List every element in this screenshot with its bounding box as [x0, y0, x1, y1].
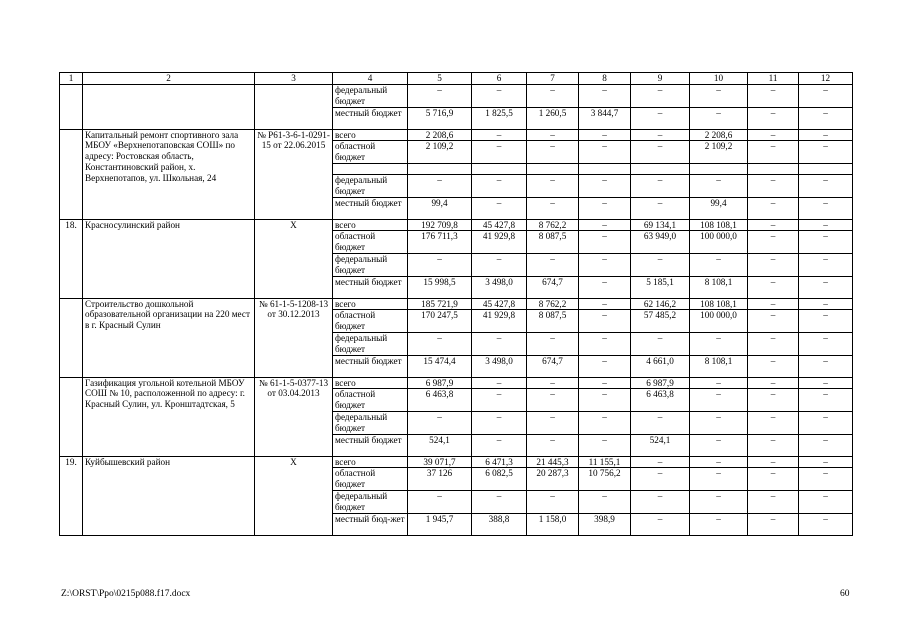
row-number-cell [60, 377, 83, 456]
amount-cell [472, 163, 527, 174]
amount-cell: – [579, 298, 631, 310]
amount-cell: – [408, 411, 472, 434]
amount-cell: – [527, 434, 579, 456]
amount-cell: – [799, 107, 853, 129]
document-number-cell: Х [255, 456, 333, 535]
amount-cell: – [690, 389, 748, 412]
column-header-cell: 8 [579, 73, 631, 85]
amount-cell: – [799, 197, 853, 219]
amount-cell: – [748, 107, 799, 129]
amount-cell [631, 163, 690, 174]
amount-cell: 2 109,2 [690, 141, 748, 164]
funding-source-cell: местный бюджет [333, 197, 408, 219]
amount-cell: – [579, 231, 631, 254]
amount-cell: – [579, 219, 631, 231]
amount-cell [408, 163, 472, 174]
amount-cell: – [631, 253, 690, 276]
amount-cell: – [527, 490, 579, 513]
amount-cell: 1 825,5 [472, 107, 527, 129]
amount-cell: – [748, 490, 799, 513]
amount-cell: – [472, 197, 527, 219]
amount-cell: – [472, 411, 527, 434]
amount-cell: 524,1 [631, 434, 690, 456]
amount-cell: – [799, 355, 853, 377]
amount-cell: – [527, 197, 579, 219]
amount-cell: – [472, 141, 527, 164]
amount-cell: – [579, 411, 631, 434]
amount-cell: 398,9 [579, 513, 631, 535]
object-name-cell: Красносулинский район [83, 219, 255, 298]
amount-cell: – [579, 332, 631, 355]
amount-cell: – [579, 129, 631, 141]
amount-cell: – [690, 332, 748, 355]
amount-cell: – [579, 141, 631, 164]
column-header-cell: 2 [83, 73, 255, 85]
amount-cell: – [579, 197, 631, 219]
amount-cell: – [799, 389, 853, 412]
amount-cell: – [631, 141, 690, 164]
document-number-cell: Х [255, 219, 333, 298]
amount-cell: – [472, 129, 527, 141]
amount-cell: – [631, 85, 690, 108]
amount-cell: – [472, 174, 527, 197]
amount-cell: – [579, 355, 631, 377]
amount-cell: 41 929,8 [472, 310, 527, 333]
amount-cell: – [748, 197, 799, 219]
amount-cell: 15 998,5 [408, 276, 472, 298]
amount-cell: 2 208,6 [690, 129, 748, 141]
row-number-cell [60, 129, 83, 219]
amount-cell: 8 087,5 [527, 231, 579, 254]
amount-cell: – [472, 332, 527, 355]
amount-cell: – [690, 107, 748, 129]
amount-cell: – [799, 411, 853, 434]
amount-cell: – [748, 377, 799, 389]
funding-source-cell: федеральный бюджет [333, 490, 408, 513]
amount-cell: 2 109,2 [408, 141, 472, 164]
funding-source-cell: всего [333, 377, 408, 389]
table-row [60, 219, 853, 231]
amount-cell: 20 287,3 [527, 468, 579, 491]
amount-cell: – [527, 377, 579, 389]
amount-cell: – [748, 129, 799, 141]
amount-cell: – [690, 85, 748, 108]
amount-cell [748, 163, 799, 174]
column-header-cell: 1 [60, 73, 83, 85]
amount-cell: – [690, 468, 748, 491]
column-header-cell: 3 [255, 73, 333, 85]
amount-cell: 185 721,9 [408, 298, 472, 310]
amount-cell: 21 445,3 [527, 456, 579, 468]
amount-cell: 3 844,7 [579, 107, 631, 129]
amount-cell: 5 185,1 [631, 276, 690, 298]
funding-source-cell: федеральный бюджет [333, 85, 408, 108]
table-row [60, 298, 853, 310]
amount-cell: 6 463,8 [408, 389, 472, 412]
object-name-cell [83, 85, 255, 130]
amount-cell: – [631, 107, 690, 129]
amount-cell: – [690, 513, 748, 535]
amount-cell: – [472, 377, 527, 389]
amount-cell: – [579, 389, 631, 412]
amount-cell: – [748, 253, 799, 276]
amount-cell: – [579, 490, 631, 513]
amount-cell: 5 716,9 [408, 107, 472, 129]
object-name-cell: Капитальный ремонт спортивного зала МБОУ «Верхнепотаповская СОШ» по адресу: Ростовская область, Константиновский район, х. Верхнепотапов, ул. Школьная, 24 [83, 129, 255, 219]
amount-cell: – [579, 253, 631, 276]
amount-cell: 8 108,1 [690, 276, 748, 298]
amount-cell: – [472, 85, 527, 108]
table-row [60, 377, 853, 389]
amount-cell: – [631, 468, 690, 491]
amount-cell [690, 163, 748, 174]
funding-source-cell: областной бюджет [333, 231, 408, 254]
amount-cell: – [690, 377, 748, 389]
table-row [60, 456, 853, 468]
amount-cell: – [799, 174, 853, 197]
amount-cell: – [748, 231, 799, 254]
amount-cell: – [527, 174, 579, 197]
amount-cell: 108 108,1 [690, 219, 748, 231]
table-header-row [60, 73, 853, 85]
funding-source-cell: местный бюджет [333, 434, 408, 456]
amount-cell: 8 762,2 [527, 219, 579, 231]
amount-cell: – [799, 456, 853, 468]
amount-cell: – [748, 298, 799, 310]
budget-table [59, 72, 853, 536]
funding-source-cell [333, 163, 408, 174]
object-name-cell: Газификация угольной котельной МБОУ СОШ № 10, расположенной по адресу: г. Красный Сулин, ул. Кронштадтская, 5 [83, 377, 255, 456]
row-number-cell [60, 298, 83, 377]
table-row [60, 85, 853, 108]
amount-cell: 57 485,2 [631, 310, 690, 333]
amount-cell: 6 987,9 [408, 377, 472, 389]
amount-cell: – [631, 174, 690, 197]
amount-cell: 45 427,8 [472, 298, 527, 310]
amount-cell: – [579, 377, 631, 389]
amount-cell: – [799, 377, 853, 389]
amount-cell: 62 146,2 [631, 298, 690, 310]
amount-cell: – [748, 456, 799, 468]
amount-cell: 3 498,0 [472, 355, 527, 377]
funding-source-cell: областной бюджет [333, 389, 408, 412]
amount-cell: – [631, 332, 690, 355]
amount-cell: – [579, 174, 631, 197]
amount-cell: – [527, 253, 579, 276]
object-name-cell: Строительство дошкольной образовательной организации на 220 мест в г. Красный Сулин [83, 298, 255, 377]
funding-source-cell: областной бюджет [333, 310, 408, 333]
column-header-cell: 6 [472, 73, 527, 85]
amount-cell: – [690, 411, 748, 434]
footer-page-number: 60 [840, 589, 850, 599]
column-header-cell: 7 [527, 73, 579, 85]
amount-cell: 63 949,0 [631, 231, 690, 254]
column-header-cell: 4 [333, 73, 408, 85]
amount-cell: – [408, 253, 472, 276]
amount-cell: 10 756,2 [579, 468, 631, 491]
amount-cell: 100 000,0 [690, 231, 748, 254]
amount-cell: 8 762,2 [527, 298, 579, 310]
amount-cell [527, 163, 579, 174]
funding-source-cell: местный бюджет [333, 355, 408, 377]
document-number-cell: № 61-1-5-0377-13 от 03.04.2013 [255, 377, 333, 456]
amount-cell: 108 108,1 [690, 298, 748, 310]
amount-cell: – [799, 490, 853, 513]
amount-cell: 1 260,5 [527, 107, 579, 129]
amount-cell: 99,4 [690, 197, 748, 219]
amount-cell: 41 929,8 [472, 231, 527, 254]
amount-cell: 4 661,0 [631, 355, 690, 377]
amount-cell: 2 208,6 [408, 129, 472, 141]
document-number-cell: № Р61-3-6-1-0291-15 от 22.06.2015 [255, 129, 333, 219]
amount-cell: – [748, 85, 799, 108]
amount-cell: – [631, 411, 690, 434]
amount-cell: – [472, 389, 527, 412]
amount-cell: 69 134,1 [631, 219, 690, 231]
amount-cell: – [799, 468, 853, 491]
amount-cell: – [579, 434, 631, 456]
amount-cell: – [799, 434, 853, 456]
amount-cell: – [799, 219, 853, 231]
funding-source-cell: местный бюд-жет [333, 513, 408, 535]
funding-source-cell: федеральный бюджет [333, 174, 408, 197]
amount-cell: – [799, 141, 853, 164]
amount-cell: 674,7 [527, 276, 579, 298]
amount-cell: – [799, 513, 853, 535]
amount-cell: – [408, 174, 472, 197]
object-name-cell: Куйбышевский район [83, 456, 255, 535]
amount-cell: – [690, 253, 748, 276]
amount-cell: 176 711,3 [408, 231, 472, 254]
amount-cell: – [472, 434, 527, 456]
amount-cell: – [799, 85, 853, 108]
amount-cell: – [799, 129, 853, 141]
amount-cell: 1 158,0 [527, 513, 579, 535]
funding-source-cell: федеральный бюджет [333, 332, 408, 355]
amount-cell: – [748, 332, 799, 355]
amount-cell: – [631, 129, 690, 141]
amount-cell: – [690, 490, 748, 513]
amount-cell: – [748, 174, 799, 197]
funding-source-cell: всего [333, 219, 408, 231]
amount-cell: 388,8 [472, 513, 527, 535]
amount-cell: 1 945,7 [408, 513, 472, 535]
column-header-cell: 10 [690, 73, 748, 85]
amount-cell: – [748, 468, 799, 491]
amount-cell: 674,7 [527, 355, 579, 377]
amount-cell: – [748, 141, 799, 164]
amount-cell: – [527, 332, 579, 355]
amount-cell: – [527, 389, 579, 412]
amount-cell: – [408, 490, 472, 513]
amount-cell: 100 000,0 [690, 310, 748, 333]
amount-cell: – [527, 85, 579, 108]
amount-cell: 524,1 [408, 434, 472, 456]
funding-source-cell: федеральный бюджет [333, 253, 408, 276]
amount-cell: 6 082,5 [472, 468, 527, 491]
amount-cell: 37 126 [408, 468, 472, 491]
amount-cell: 39 071,7 [408, 456, 472, 468]
amount-cell: – [799, 253, 853, 276]
amount-cell: 6 471,3 [472, 456, 527, 468]
amount-cell: – [748, 219, 799, 231]
amount-cell: – [690, 174, 748, 197]
table-row [60, 129, 853, 141]
amount-cell: – [799, 276, 853, 298]
amount-cell: – [748, 389, 799, 412]
row-number-cell [60, 85, 83, 130]
amount-cell: 6 463,8 [631, 389, 690, 412]
amount-cell: – [631, 456, 690, 468]
amount-cell: – [527, 411, 579, 434]
funding-source-cell: местный бюджет [333, 276, 408, 298]
amount-cell: – [690, 456, 748, 468]
amount-cell: – [631, 513, 690, 535]
amount-cell: – [748, 355, 799, 377]
funding-source-cell: областной бюджет [333, 468, 408, 491]
amount-cell: 192 709,8 [408, 219, 472, 231]
funding-source-cell: всего [333, 129, 408, 141]
funding-source-cell: областной бюджет [333, 141, 408, 164]
amount-cell: – [690, 434, 748, 456]
amount-cell: – [472, 490, 527, 513]
funding-source-cell: всего [333, 298, 408, 310]
amount-cell: – [748, 513, 799, 535]
amount-cell: – [631, 197, 690, 219]
amount-cell: 170 247,5 [408, 310, 472, 333]
amount-cell: – [579, 310, 631, 333]
amount-cell: – [799, 231, 853, 254]
amount-cell: – [748, 310, 799, 333]
amount-cell: – [579, 276, 631, 298]
amount-cell: – [527, 141, 579, 164]
amount-cell: 6 987,9 [631, 377, 690, 389]
amount-cell: – [408, 332, 472, 355]
amount-cell: – [748, 434, 799, 456]
amount-cell: – [408, 85, 472, 108]
funding-source-cell: всего [333, 456, 408, 468]
amount-cell: 11 155,1 [579, 456, 631, 468]
row-number-cell: 18. [60, 219, 83, 298]
funding-source-cell: местный бюджет [333, 107, 408, 129]
amount-cell: 3 498,0 [472, 276, 527, 298]
funding-source-cell: федеральный бюджет [333, 411, 408, 434]
amount-cell: – [579, 85, 631, 108]
amount-cell [799, 163, 853, 174]
row-number-cell: 19. [60, 456, 83, 535]
amount-cell: 8 087,5 [527, 310, 579, 333]
column-header-cell: 12 [799, 73, 853, 85]
amount-cell: – [527, 129, 579, 141]
amount-cell: – [631, 490, 690, 513]
column-header-cell: 9 [631, 73, 690, 85]
column-header-cell: 5 [408, 73, 472, 85]
column-header-cell: 11 [748, 73, 799, 85]
amount-cell: 45 427,8 [472, 219, 527, 231]
amount-cell: 8 108,1 [690, 355, 748, 377]
amount-cell: – [799, 332, 853, 355]
amount-cell: 15 474,4 [408, 355, 472, 377]
footer-file-path: Z:\ORST\Ppo\0215p088.f17.docx [61, 589, 191, 599]
document-number-cell: № 61-1-5-1208-13 от 30.12.2013 [255, 298, 333, 377]
amount-cell: – [748, 276, 799, 298]
amount-cell: – [799, 310, 853, 333]
amount-cell: 99,4 [408, 197, 472, 219]
amount-cell [579, 163, 631, 174]
amount-cell: – [472, 253, 527, 276]
amount-cell: – [748, 411, 799, 434]
document-number-cell [255, 85, 333, 130]
amount-cell: – [799, 298, 853, 310]
